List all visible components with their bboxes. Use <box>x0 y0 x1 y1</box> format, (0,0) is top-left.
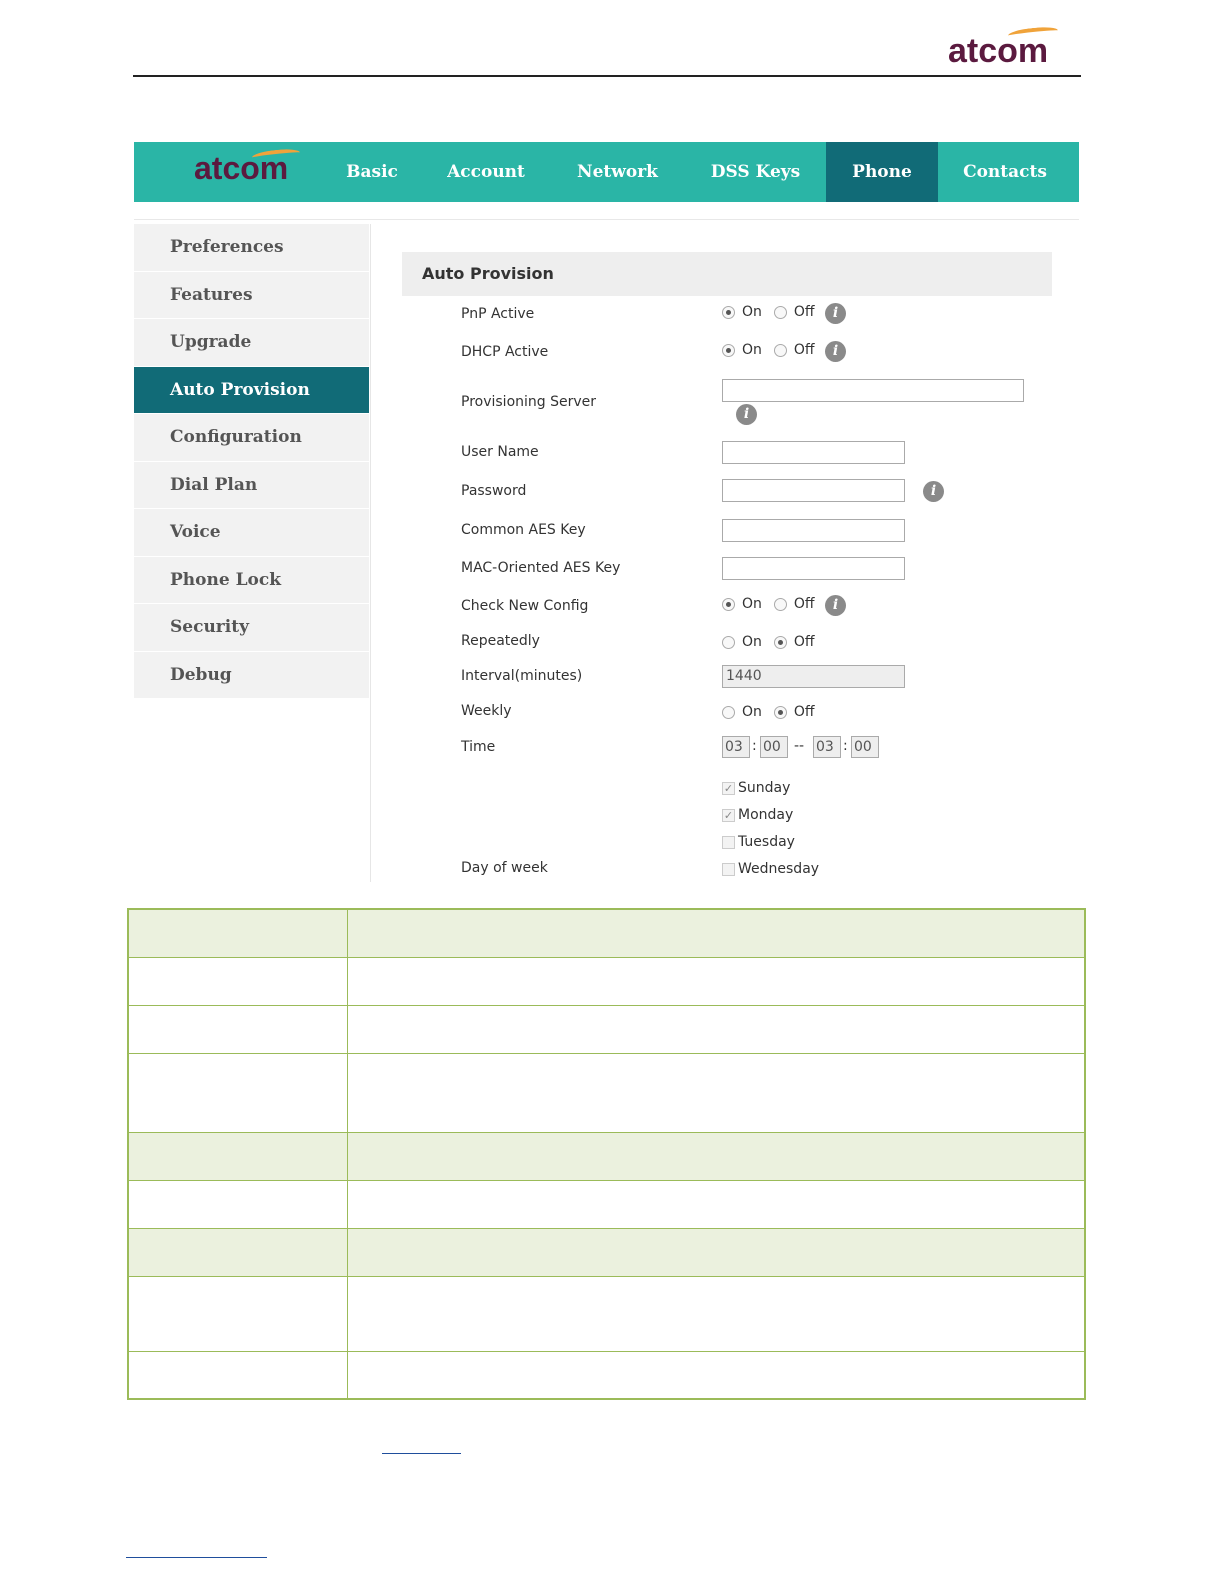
section-title: Auto Provision <box>402 252 1052 296</box>
time-colon: : <box>752 738 757 754</box>
pnp-active-off-radio[interactable] <box>774 306 787 319</box>
repeatedly-on-radio[interactable] <box>722 636 735 649</box>
day-checkbox-monday[interactable] <box>722 807 793 823</box>
table-row <box>128 1132 1085 1180</box>
checkbox-unchecked-icon[interactable] <box>722 863 735 876</box>
sidebar-item-upgrade[interactable]: Upgrade <box>134 319 369 367</box>
page-header-logo <box>948 34 1048 68</box>
table-row <box>128 909 1085 957</box>
sidebar-item-auto-provision[interactable]: Auto Provision <box>134 367 369 415</box>
sidebar-item-configuration[interactable]: Configuration <box>134 414 369 462</box>
start-minute-input[interactable]: 00 <box>760 736 788 758</box>
tab-network[interactable]: Network <box>577 162 658 182</box>
table-cell <box>128 1132 347 1180</box>
table-cell <box>347 1276 1085 1351</box>
table-row <box>128 1180 1085 1228</box>
day-checkbox-wednesday[interactable] <box>722 861 819 877</box>
tab-dss-keys[interactable]: DSS Keys <box>710 162 801 182</box>
on-label: On <box>742 704 762 720</box>
on-label: On <box>742 342 762 358</box>
table-cell <box>128 1276 347 1351</box>
sidebar-item-dial-plan[interactable]: Dial Plan <box>134 462 369 510</box>
start-hour-input[interactable]: 03 <box>722 736 750 758</box>
header-rule <box>133 75 1081 77</box>
info-icon[interactable]: i <box>825 341 846 362</box>
table-row <box>128 1351 1085 1399</box>
table-cell <box>128 1005 347 1053</box>
sidebar-divider <box>370 224 371 882</box>
table-cell <box>128 1053 347 1132</box>
weekly-radio-group <box>722 704 827 720</box>
off-label: Off <box>793 704 815 720</box>
table-cell <box>347 909 1085 957</box>
day-label: Sunday <box>738 780 791 796</box>
table-cell <box>128 1351 347 1399</box>
table-cell <box>347 1228 1085 1276</box>
tab-phone[interactable]: Phone <box>826 142 938 202</box>
mac-aes-key-input[interactable] <box>722 557 905 580</box>
table-cell <box>128 909 347 957</box>
pnp-active-radio-group <box>722 304 827 320</box>
repeatedly-off-radio[interactable] <box>774 636 787 649</box>
interval-input[interactable]: 1440 <box>722 665 905 688</box>
day-label: Tuesday <box>738 834 795 850</box>
repeatedly-label: Repeatedly <box>461 633 540 649</box>
weekly-off-radio[interactable] <box>774 706 787 719</box>
end-hour-input[interactable]: 03 <box>813 736 841 758</box>
top-navbar <box>134 142 1079 202</box>
pnp-active-label: PnP Active <box>461 306 535 322</box>
table-cell <box>347 1053 1085 1132</box>
dhcp-active-on-radio[interactable] <box>722 344 735 357</box>
check-new-config-on-radio[interactable] <box>722 598 735 611</box>
day-checkbox-tuesday[interactable] <box>722 834 795 850</box>
navbar-logo-text: atcom <box>194 150 289 186</box>
interval-label: Interval(minutes) <box>461 668 583 684</box>
sidebar-item-voice[interactable]: Voice <box>134 509 369 557</box>
day-label: Monday <box>738 807 794 823</box>
user-name-input[interactable] <box>722 441 905 464</box>
sidebar-item-preferences[interactable]: Preferences <box>134 224 369 272</box>
time-label: Time <box>461 739 496 755</box>
mac-aes-key-label: MAC-Oriented AES Key <box>461 560 621 576</box>
off-label: Off <box>793 634 815 650</box>
common-aes-key-input[interactable] <box>722 519 905 542</box>
divider <box>134 219 1079 220</box>
info-icon[interactable]: i <box>736 404 757 425</box>
sidebar-item-phone-lock[interactable]: Phone Lock <box>134 557 369 605</box>
table-row <box>128 1005 1085 1053</box>
sidebar <box>134 224 369 699</box>
day-of-week-label: Day of week <box>461 860 548 876</box>
end-minute-input[interactable]: 00 <box>851 736 879 758</box>
footer-link-underline[interactable] <box>126 1557 267 1558</box>
user-name-label: User Name <box>461 444 539 460</box>
checkbox-unchecked-icon[interactable] <box>722 836 735 849</box>
on-label: On <box>742 304 762 320</box>
tab-basic[interactable]: Basic <box>346 162 398 182</box>
navbar-logo[interactable] <box>194 152 288 184</box>
password-input[interactable] <box>722 479 905 502</box>
day-label: Wednesday <box>738 861 820 877</box>
time-colon: : <box>843 738 848 754</box>
table-row <box>128 1228 1085 1276</box>
table-cell <box>128 1180 347 1228</box>
table-cell <box>347 1180 1085 1228</box>
info-icon[interactable]: i <box>825 303 846 324</box>
table-cell <box>128 957 347 1005</box>
tab-contacts[interactable]: Contacts <box>963 162 1047 182</box>
provisioning-server-label: Provisioning Server <box>461 394 597 410</box>
check-new-config-off-radio[interactable] <box>774 598 787 611</box>
off-label: Off <box>793 304 815 320</box>
tab-account[interactable]: Account <box>447 162 525 182</box>
provisioning-server-input[interactable] <box>722 379 1024 402</box>
on-label: On <box>742 596 762 612</box>
weekly-label: Weekly <box>461 703 512 719</box>
check-new-config-radio-group <box>722 596 827 612</box>
sidebar-item-features[interactable]: Features <box>134 272 369 320</box>
sidebar-item-security[interactable]: Security <box>134 604 369 652</box>
table-cell <box>347 1351 1085 1399</box>
dhcp-active-radio-group <box>722 342 827 358</box>
page-logo-text: atcom <box>948 32 1049 70</box>
web-ui-screenshot <box>134 142 1079 882</box>
table-row <box>128 1276 1085 1351</box>
hyperlink-underline[interactable] <box>382 1453 461 1454</box>
checkbox-checked-icon[interactable]: ✓ <box>723 808 734 822</box>
common-aes-key-label: Common AES Key <box>461 522 586 538</box>
time-dash: -- <box>794 738 805 754</box>
repeatedly-radio-group <box>722 634 827 650</box>
pnp-active-on-radio[interactable] <box>722 306 735 319</box>
description-table <box>127 908 1086 1400</box>
info-icon[interactable]: i <box>923 481 944 502</box>
dhcp-active-label: DHCP Active <box>461 344 549 360</box>
table-cell <box>128 1228 347 1276</box>
off-label: Off <box>793 342 815 358</box>
table-cell <box>347 1132 1085 1180</box>
password-label: Password <box>461 483 527 499</box>
check-new-config-label: Check New Config <box>461 598 589 614</box>
table-cell <box>347 957 1085 1005</box>
checkbox-checked-icon[interactable]: ✓ <box>723 781 734 795</box>
info-icon[interactable]: i <box>825 595 846 616</box>
day-checkbox-sunday[interactable] <box>722 780 790 796</box>
table-row <box>128 957 1085 1005</box>
weekly-on-radio[interactable] <box>722 706 735 719</box>
on-label: On <box>742 634 762 650</box>
table-row <box>128 1053 1085 1132</box>
off-label: Off <box>793 596 815 612</box>
table-cell <box>347 1005 1085 1053</box>
dhcp-active-off-radio[interactable] <box>774 344 787 357</box>
sidebar-item-debug[interactable]: Debug <box>134 652 369 700</box>
